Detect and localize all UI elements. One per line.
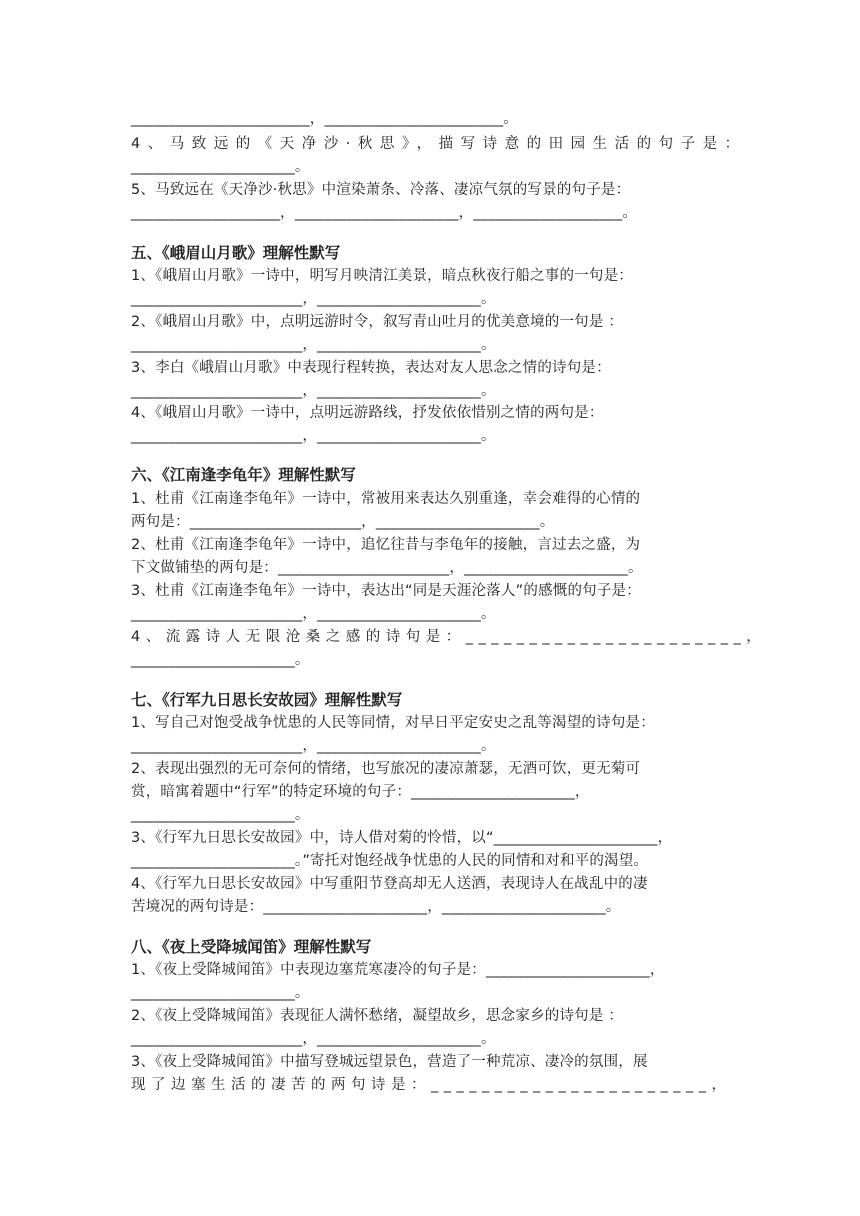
text-line: 4、马致远的《天净沙·秋思》，描写诗意的田园生活的句子是：: [131, 136, 747, 152]
text-line: _______________________，______________________。: [131, 383, 496, 399]
text-line: ______________________。: [131, 807, 310, 823]
text-line: ______________________。”寄托对饱经战争忧患的人民的同情和对和平的渴望。: [131, 853, 649, 869]
text-line: _______________________，______________________。: [131, 291, 496, 307]
text-line: 3、李白《峨眉山月歌》中表现行程转换，表达对友人思念之情的诗句是：: [131, 360, 611, 376]
text-line: 4、《行军九日思长安故园》中写重阳节登高却无人送酒，表现诗人在战乱中的凄: [131, 876, 648, 892]
text-line: 苦境况的两句诗是：______________________，______________________。: [131, 899, 621, 915]
text-line: ______________________。: [131, 159, 310, 175]
text-line: 2、《峨眉山月歌》中，点明远游时令，叙写青山吐月的优美意境的一句是 ：: [131, 314, 624, 330]
text-line: 2、杜甫《江南逢李龟年》一诗中，追忆往昔与李龟年的接触，言过去之盛，为: [131, 537, 641, 553]
text-line: _______________________，______________________。: [131, 738, 496, 754]
text-line: _______________________，______________________。: [131, 1031, 496, 1047]
text-line: 1、《夜上受降城闻笛》中表现边塞荒寒凄冷的句子是：______________________，: [131, 962, 665, 978]
text-line: ____________________，______________________，____________________。: [131, 205, 637, 221]
text-line: 1、杜甫《江南逢李龟年》一诗中，常被用来表达久别重逢，幸会难得的心情的: [131, 491, 641, 507]
section-heading: 五、《峨眉山月歌》理解性默写: [131, 244, 341, 262]
text-line: 4、《峨眉山月歌》一诗中，点明远游路线，抒发依依惜别之情的两句是：: [131, 405, 604, 421]
text-line: 1、《峨眉山月歌》一诗中，明写月映清江美景，暗点秋夜行船之事的一句是：: [131, 268, 633, 284]
text-line: 2、表现出强烈的无可奈何的情绪，也写旅况的凄凉萧瑟，无酒可饮，更无菊可: [131, 761, 641, 777]
section-heading: 八、《夜上受降城闻笛》理解性默写: [131, 938, 372, 956]
text-line: _______________________，______________________。: [131, 428, 496, 444]
text-line: ________________________，________________________。: [131, 111, 518, 127]
text-line: 两句是：_______________________，______________________。: [131, 514, 555, 530]
text-line: 3、《行军九日思长安故园》中，诗人借对菊的怜惜，以“______________________，: [131, 830, 673, 846]
text-line: 下文做铺垫的两句是：_______________________，______________________。: [131, 560, 643, 576]
text-line: 3、杜甫《江南逢李龟年》一诗中，表达出“同是天涯沦落人”的感慨的句子是：: [131, 583, 641, 599]
text-line: 3、《夜上受降城闻笛》中描写登城远望景色，营造了一种荒凉、凄冷的氛围，展: [131, 1054, 648, 1070]
text-line: 1、写自己对饱受战争忧患的人民等同情，对早日平定安史之乱等渴望的诗句是：: [131, 715, 655, 731]
text-line: 赏，暗寓着题中“行军”的特定环境的句子：______________________，: [131, 784, 590, 800]
text-line: ______________________。: [131, 652, 310, 668]
text-line: 现了边塞生活的凄苦的两句诗是：______________________，: [131, 1077, 732, 1093]
text-line: ______________________。: [131, 985, 310, 1001]
text-line: 5、马致远在《天净沙·秋思》中渲染萧条、冷落、凄凉气氛的写景的句子是：: [131, 182, 631, 198]
text-line: _______________________，______________________。: [131, 337, 496, 353]
section-heading: 六、《江南逢李龟年》理解性默写: [131, 466, 356, 484]
text-line: 4、流露诗人无限沧桑之感的诗句是：______________________，: [131, 629, 767, 645]
section-heading: 七、《行军九日思长安故园》理解性默写: [131, 691, 403, 709]
text-line: 2、《夜上受降城闻笛》表现征人满怀愁绪，凝望故乡，思念家乡的诗句是 ：: [131, 1008, 624, 1024]
text-line: _______________________，______________________。: [131, 606, 496, 622]
